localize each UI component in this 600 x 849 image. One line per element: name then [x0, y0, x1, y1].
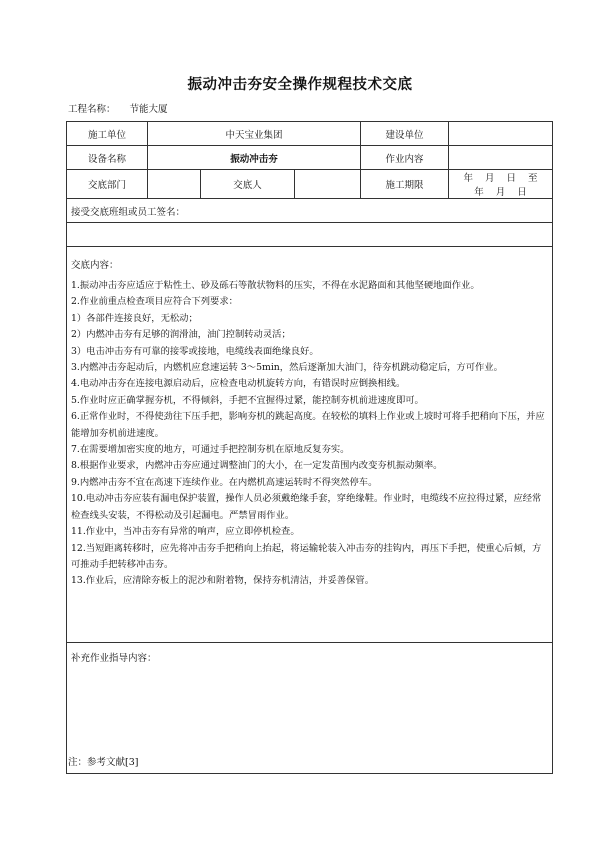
row-units: [67, 122, 553, 146]
owner-unit-label: 建设单位: [361, 122, 449, 146]
content-item: 3）电击冲击夯有可靠的接零或接地，电缆线表面绝缘良好。: [71, 345, 319, 357]
person-value[interactable]: [295, 170, 361, 199]
content-item: 10.电动冲击夯应装有漏电保护装置，操作人员必须戴绝缘手套，穿绝缘鞋。作业时，电缆线不应拉得过紧，应经常检查线头安装，不得松动及引起漏电。严禁冒雨作业。: [71, 493, 542, 521]
period-part: 日: [506, 173, 517, 184]
supplement-cell[interactable]: [67, 643, 553, 774]
content-item: 1.振动冲击夯应适应于粘性土、砂及砾石等散状物料的压实，不得在水泥路面和其他坚硬地面作业。: [71, 280, 480, 291]
disclosure-form: [66, 121, 553, 774]
content-item: 8.根据作业要求，内燃冲击夯应通过调整油门的大小，在一定发苗围内改变夯机振动频率。: [71, 460, 443, 472]
dept-label: 交底部门: [67, 170, 148, 199]
dept-value[interactable]: [148, 170, 201, 199]
content-item: 2）内燃冲击夯有足够的润滑油，油门控制转动灵活；: [71, 329, 291, 341]
period-label: 施工期限: [361, 170, 449, 199]
period-part: 至: [528, 173, 538, 184]
work-content-label: 作业内容: [361, 146, 449, 170]
signature-label: 接受交底班组或员工签名：: [67, 199, 553, 223]
content-item: 7.在需要增加密实度的地方，可通过手把控制夯机在原地反复夯实。: [71, 444, 350, 456]
period-part: 月: [485, 173, 495, 184]
row-supplement: [67, 643, 553, 774]
period-part: 月: [495, 187, 506, 198]
content-item: 13.作业后，应清除夯板上的泥沙和附着物，保持夯机清洁，并妥善保管。: [71, 575, 374, 587]
row-signature-label: [67, 199, 553, 223]
project-label: 工程名称：: [68, 104, 116, 115]
period-value[interactable]: [449, 170, 553, 199]
period-part: 年: [463, 173, 473, 184]
work-content-value[interactable]: [449, 146, 553, 170]
content-items: [71, 278, 548, 590]
content-cell: [67, 247, 553, 643]
content-item: 4.电动冲击夯在连接电源启动后，应检查电动机旋转方向，有错误时应倒换相线。: [71, 378, 406, 390]
period-part: 日: [517, 187, 527, 198]
equipment-value: 振动冲击夯: [148, 146, 361, 170]
period-part: 年: [474, 187, 484, 198]
equipment-label: 设备名称: [67, 146, 148, 170]
content-label: 交底内容：: [71, 260, 119, 271]
signature-area[interactable]: [67, 223, 553, 247]
owner-unit-value[interactable]: [449, 122, 553, 146]
reference-note: 注：参考文献[3]: [68, 757, 139, 768]
row-content: [67, 247, 553, 643]
content-item: 3.内燃冲击夯起动后，内燃机应怠速运转 3～5min，然后逐渐加大油门，待夯机跳动稳定后，方可作业。: [71, 362, 503, 374]
person-label: 交底人: [201, 170, 295, 199]
row-equipment: [67, 146, 553, 170]
content-item: 12.当短距离转移时，应先将冲击夯手把稍向上抬起，将运输轮装入冲击夯的挂钩内，再压下手把，使重心后倾，方可推动手把转移冲击夯。: [71, 542, 542, 570]
content-item: 2.作业前重点检查项目应符合下列要求：: [71, 296, 238, 308]
row-dept: [67, 170, 553, 199]
content-item: 11.作业中，当冲击夯有异常的响声，应立即停机检查。: [71, 526, 300, 538]
content-item: 5.作业时应正确掌握夯机，不得倾斜，手把不宜握得过紧，能控制夯机前进速度即可。: [71, 394, 424, 406]
content-item: 1）各部件连接良好，无松动；: [71, 312, 198, 324]
project-value: 节能大厦: [129, 104, 168, 115]
project-line: [68, 101, 168, 115]
document-title: 振动冲击夯安全操作规程技术交底: [187, 77, 413, 93]
construction-unit-label: 施工单位: [67, 122, 148, 146]
content-item: 9.内燃冲击夯不宜在高速下连续作业。在内燃机高速运转时不得突然停车。: [71, 476, 378, 488]
supplement-label: 补充作业指导内容：: [71, 653, 157, 664]
content-item: 6.正常作业时，不得使劲往下压手把，影响夯机的跳起高度。在较松的填料上作业或上坡时可将手把稍向下压，并应能增加夯机前进速度。: [71, 411, 545, 439]
construction-unit-value: 中天宝业集团: [148, 122, 361, 146]
row-signature-area: [67, 223, 553, 247]
